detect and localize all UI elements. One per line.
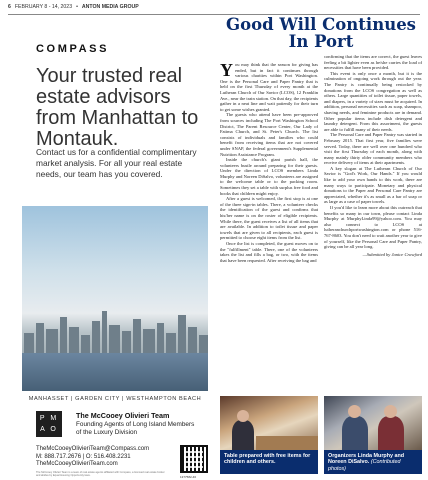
- paragraph: ou may think that the season for giving has ended, but in fact it continues through various charities within Port Washington. One is the Personal Care and Paper Pantry that is held on the first Thursday of every month at the Lutheran Church of Our Savior (LCOS), 12 Franklin Ave., near the train station. On that day, the recipients gather in a neat line and wait patiently for their turn to get some wishes granted.: [220, 62, 318, 112]
- ad-fine-print: The McCooey Olivieri Team is a team of real estate agents affiliated with Compass, a licensed real estate broker and abides by Equal Housing Opportunity laws.: [36, 471, 165, 478]
- photo-caption-left: Table prepared with free items for children and others.: [220, 450, 318, 474]
- paragraph: Inside the church's giant parish hall, the volunteers bustle around preparing for their guests. Under the direction of LCOS members Linda Murphy and Noreen DiSalvo, volunteers are assigned to the welcome table or to the packing room. Sometimes they set a table with surplus free food and books that children might enjoy.: [220, 157, 318, 196]
- article-column-right: [324, 54, 422, 394]
- volunteer-figure: [232, 420, 254, 450]
- volunteer-head: [237, 410, 249, 422]
- office-locations: MANHASSET | GARDEN CITY | WESTHAMPTON BEACH: [28, 396, 202, 402]
- organizers-photo: [324, 396, 422, 450]
- photo-credit: (Contributed photos): [328, 459, 401, 472]
- paragraph: A key slogan at The Lutheran Church of Our Savior is "God's Work, Our Hands." If you would like to add your own hands to this work, there are many ways to participate. Monetary and physical donations to the Paper and Personal Care Pantry are appreciated, whether it's as small as a bar of soap or as large as a case of paper towels.: [324, 165, 422, 205]
- publication-name: ANTON MEDIA GROUP: [81, 4, 139, 10]
- paragraph: After a guest is welcomed, the first stop is at one of the three sign-in tables. There, a volunteer checks the identification of the guest and confirms that his/her name is on the roster of eligible recipients. While there, the guest receives a list of all items that are available. In addition to toilet tissue and paper towels that are given to all recipients, each guest is permitted to choose eight items from the list.: [220, 196, 318, 241]
- paragraph: Once the list is completed, the guest moves on to the "fulfillment" table. There, one of the volunteers takes the list and fills a bag, or two, with the items that have been requested. After receiving the bag and: [220, 241, 318, 263]
- team-description: Founding Agents of Long Island Members of the Luxury Division: [76, 421, 195, 436]
- ad-code: 1377582-46: [180, 475, 197, 479]
- drop-cap: Y: [220, 62, 233, 80]
- contact-phone: M: 888.717.2676 | O: 516.408.2231: [36, 453, 131, 460]
- paragraph: The Personal Care and Paper Pantry was started in February 2015. That first year, five families were served. Today, there are well over one hundred who visit the first Thursday of each month, along with many mainly thirty older community members who receive delivery of items at their apartments.: [324, 132, 422, 166]
- compass-logo: COMPASS: [36, 43, 110, 55]
- caption-text: Organizers Linda Murphy and Noreen DiSalvo.: [328, 453, 405, 466]
- page-header: [0, 0, 428, 14]
- organizer-head-1: [348, 405, 361, 418]
- page-number: 6: [8, 4, 11, 10]
- organizer-head-2: [384, 405, 397, 418]
- team-name: The McCooey Olivieri Team: [76, 411, 170, 420]
- organizer-figure-1: [342, 416, 368, 450]
- photo-caption-right: [324, 450, 422, 474]
- article-title: Good Will Continues In Port: [226, 15, 416, 51]
- paragraph: This event is only once a month, but it is the culmination of ongoing work through out the year. The Pantry is continually being restocked by donations from the LCOS congregation as well as others. Large quantities of toilet tissue, paper towels, and diapers, in a variety of sizes must be acquired. In addition, personal necessities such as soap, shampoo, shaving needs, and feminine products are in demand. Other popular items include dish detergent and laundry detergent. From this assortment, the guests are able to fulfill many of their needs.: [324, 70, 422, 132]
- ad-headline: Your trusted real estate advisors from Manhattan to Montauk.: [36, 65, 199, 150]
- pantry-table-photo: [220, 396, 318, 450]
- river-water: [22, 353, 208, 391]
- qr-code: [180, 445, 208, 473]
- skyline-silhouette: [22, 309, 208, 355]
- paragraph: The guests who attend have been pre-approved from sources including The Port Washington School District, The Parent Resource Center, Our Lady of Fatima Church, and St. Peter's Church. The list consists of individuals and families who could benefit from receiving items that are not covered under SNAP, the federal government's Supplemental Nutrition Assistance Program.: [220, 112, 318, 157]
- header-separator: •: [76, 4, 78, 10]
- paragraph: confirming that the items are correct, the guest leaves feeling a bit lighter even as he/she carries the load of necessities that have been provided.: [324, 54, 422, 71]
- news-article: [220, 16, 422, 476]
- issue-date: FEBRUARY 8 - 14, 2023: [14, 4, 73, 10]
- article-byline: —Submitted by Janice Crawford: [362, 251, 422, 257]
- contact-block: [36, 446, 186, 469]
- organizer-figure-2: [378, 416, 404, 450]
- compass-advertisement: [22, 30, 208, 479]
- team-monogram-logo: P M A O: [36, 411, 62, 437]
- manhattan-skyline-photo: [22, 206, 208, 391]
- contact-email[interactable]: TheMcCooeyOlivieriTeam@Compass.com: [36, 446, 150, 452]
- table-surface: [256, 436, 318, 450]
- ad-subtext: Contact us for a confidential complimentary market analysis. For all your real estate needs, our team has you covered.: [36, 147, 197, 179]
- article-column-left: [220, 62, 318, 392]
- contact-website[interactable]: TheMcCooeyOlivieriTeam.com: [36, 461, 118, 468]
- paragraph: If you'd like to learn more about this outreach that benefits so many in our town, please contact Linda Murphy at MurphyLinda99@yahoo.com. You may also connect to LCOS at lutheranchurchportwashington.com or phone 516-767-8603. You don't need to wait another year to give of yourself, like the Personal Care and Paper Pantry, giving can be all year long.: [324, 205, 422, 250]
